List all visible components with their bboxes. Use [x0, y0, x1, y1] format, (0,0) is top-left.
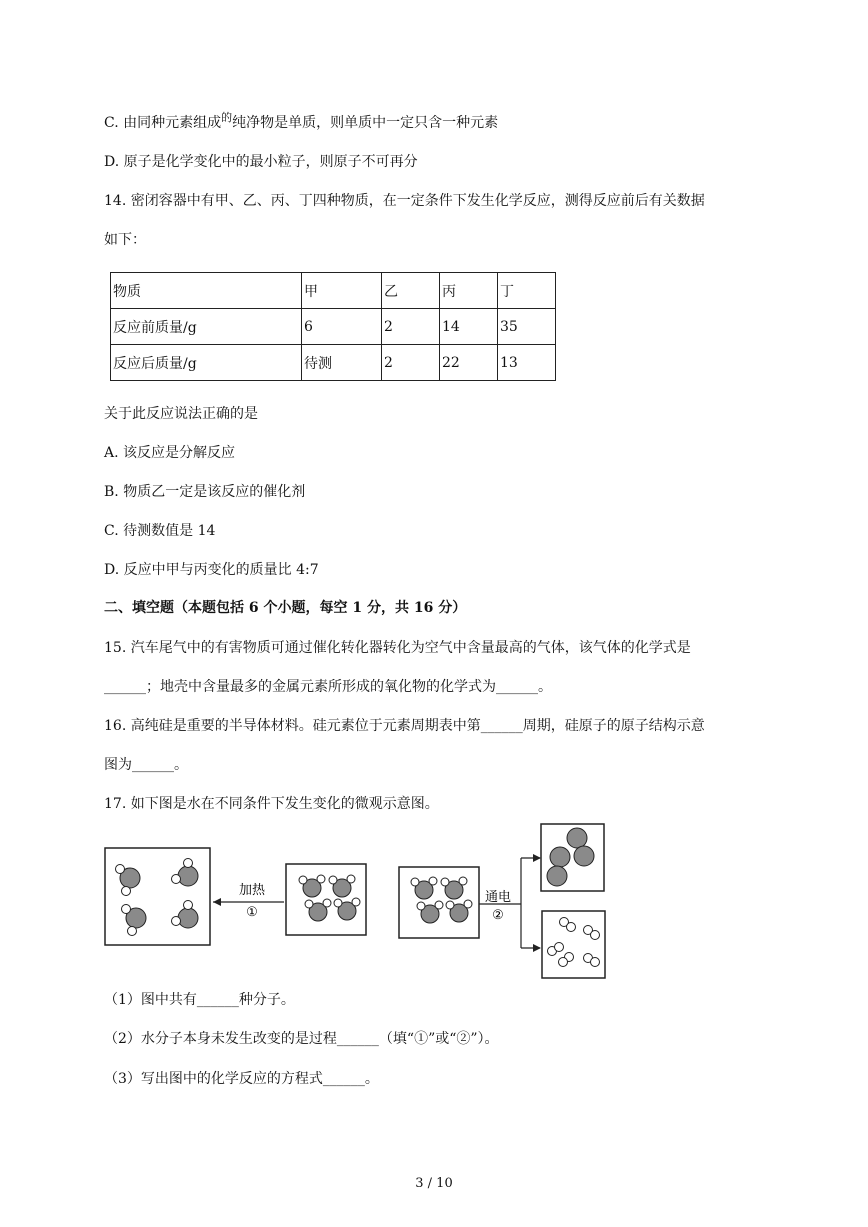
option-d-prev: D. 原子是化学变化中的最小粒子，则原子不可再分: [104, 154, 418, 170]
q14-stem-line2: 如下：: [104, 232, 146, 248]
molecule-oxygen: [547, 847, 570, 886]
molecule-water: [417, 901, 443, 923]
electric-arrowhead-top: [533, 854, 541, 862]
q14-option-d: D. 反应中甲与丙变化的质量比 4:7: [104, 562, 319, 578]
electric-arrowhead-bottom: [533, 944, 541, 952]
molecule-water: [116, 865, 141, 896]
table-cell: 2: [382, 309, 440, 345]
table-cell: 35: [498, 309, 556, 345]
molecule-hydrogen: [584, 926, 600, 940]
q14-data-table: [110, 272, 556, 381]
table-cell: 13: [498, 345, 556, 381]
table-cell: 待测: [302, 345, 382, 381]
molecule-water: [411, 877, 437, 899]
molecule-water: [122, 905, 147, 936]
molecule-hydrogen: [548, 943, 564, 956]
q16-line2: 图为______。: [104, 757, 188, 773]
table-cell: 6: [302, 309, 382, 345]
molecule-water: [305, 899, 331, 921]
table-row: [111, 345, 556, 381]
section-title: 二、填空题（本题包括 6 个小题，每空 1 分，共 16 分）: [104, 600, 467, 616]
q14-option-a: A. 该反应是分解反应: [104, 445, 236, 461]
q15-line2: ______；地壳中含量最多的金属元素所形成的氧化物的化学式为______。: [104, 679, 552, 695]
heat-label: 加热: [238, 883, 266, 898]
option-c-rest: 纯净物是单质，则单质中一定只含一种元素: [232, 115, 499, 131]
electric-label: 通电: [484, 890, 512, 905]
q17-sub2: （2）水分子本身未发生改变的是过程______（填“①”或“②”）。: [104, 1031, 499, 1047]
molecule-oxygen: [567, 828, 594, 866]
option-c-superscript: 的: [221, 111, 233, 124]
q16-line1: 16. 高纯硅是重要的半导体材料。硅元素位于元素周期表中第______周期，硅原子的原子结构示意: [104, 718, 705, 734]
molecule-hydrogen: [584, 954, 600, 967]
table-row: [111, 309, 556, 345]
step1-label: ①: [246, 905, 258, 920]
molecule-water: [334, 898, 360, 920]
q17-sub3: （3）写出图中的化学反应的方程式______。: [104, 1071, 379, 1087]
q17-stem: 17. 如下图是水在不同条件下发生变化的微观示意图。: [104, 796, 439, 812]
table-cell: 物质: [111, 273, 302, 309]
table-cell: 14: [440, 309, 498, 345]
molecule-water: [172, 901, 199, 929]
table-cell: 22: [440, 345, 498, 381]
table-cell: 反应前质量/g: [111, 309, 302, 345]
option-c-prev: [104, 113, 498, 134]
page-number: 3 / 10: [415, 1176, 453, 1191]
q14-option-b: B. 物质乙一定是该反应的催化剂: [104, 484, 306, 500]
heat-arrowhead: [213, 898, 221, 906]
molecule-water: [441, 877, 467, 899]
molecule-water: [299, 875, 325, 897]
table-cell: 甲: [302, 273, 382, 309]
molecule-water: [172, 859, 199, 887]
table-cell: 丁: [498, 273, 556, 309]
molecule-water: [329, 875, 355, 897]
table-cell: 乙: [382, 273, 440, 309]
molecule-hydrogen: [559, 953, 574, 967]
step2-label: ②: [492, 908, 504, 923]
molecule-water: [446, 900, 472, 922]
water-molecule-diagram: [100, 820, 610, 984]
molecule-hydrogen: [560, 918, 576, 932]
table-cell: 反应后质量/g: [111, 345, 302, 381]
q17-sub1: （1）图中共有______种分子。: [104, 992, 295, 1008]
hydrogen-box: [542, 911, 605, 978]
table-cell: 丙: [440, 273, 498, 309]
table-header-row: [111, 273, 556, 309]
q14-stem-line1: 14. 密闭容器中有甲、乙、丙、丁四种物质，在一定条件下发生化学反应，测得反应前后有关数据: [104, 193, 705, 209]
q15-line1: 15. 汽车尾气中的有害物质可通过催化转化器转化为空气中含量最高的气体，该气体的化学式是: [104, 640, 691, 656]
option-c-text: C. 由同种元素组成: [104, 115, 222, 131]
table-cell: 2: [382, 345, 440, 381]
q14-prompt: 关于此反应说法正确的是: [104, 406, 258, 422]
vapor-box: [105, 848, 210, 945]
q14-option-c: C. 待测数值是 14: [104, 523, 216, 539]
